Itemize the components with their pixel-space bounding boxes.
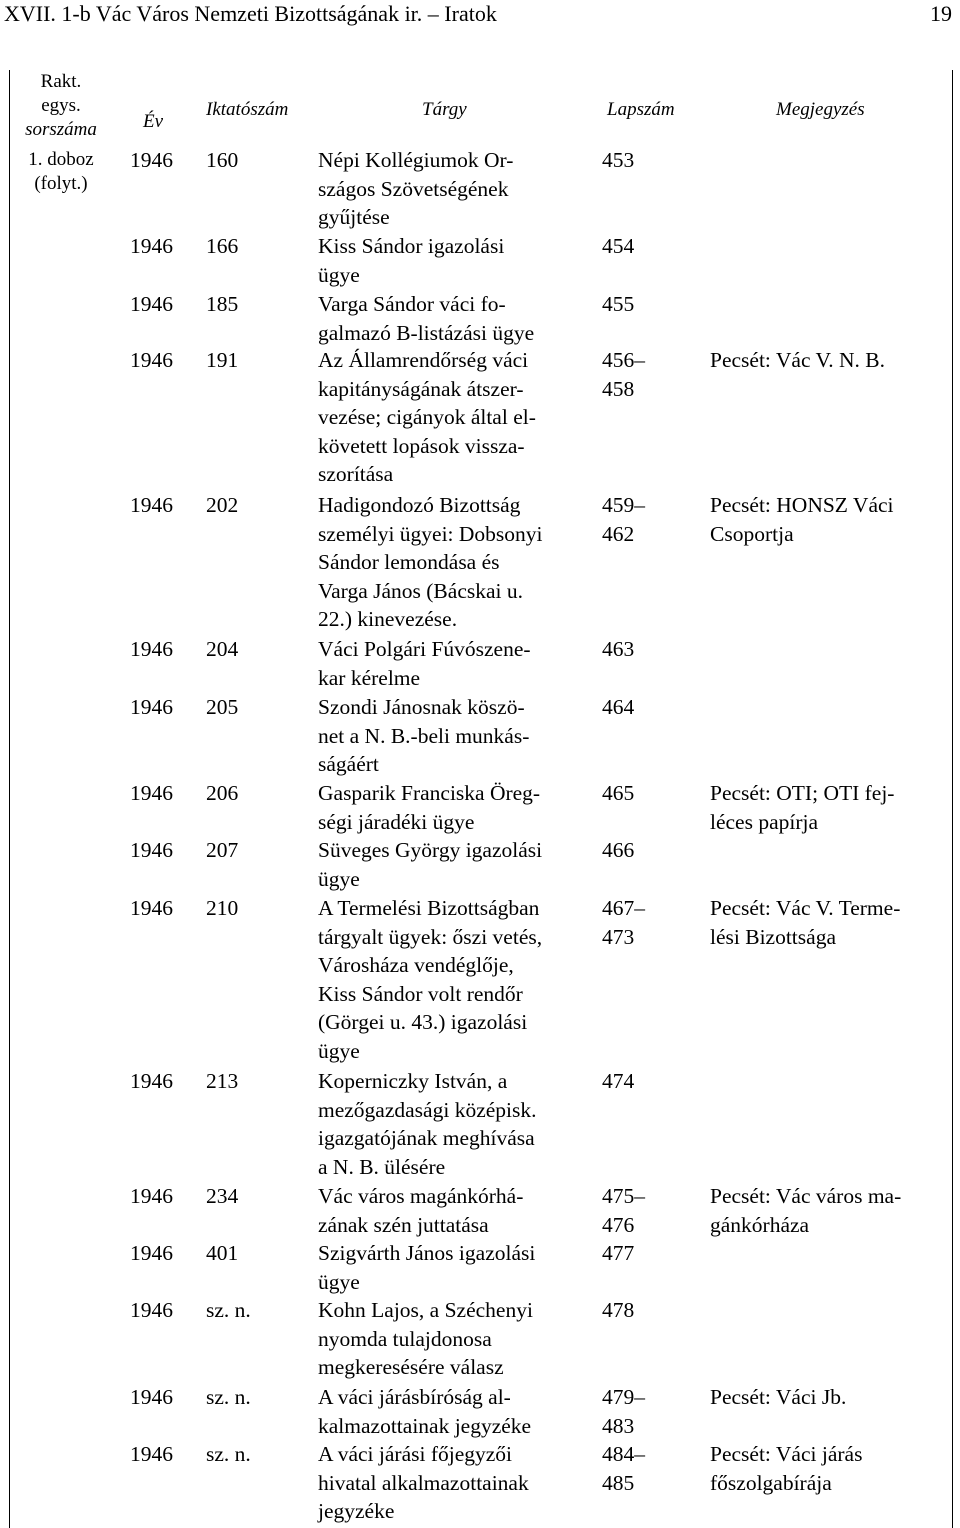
cell-year: 1946 <box>130 1298 173 1322</box>
cell-targy <box>318 146 513 232</box>
cell-targy-line: mezőgazdasági középisk. <box>318 1097 537 1122</box>
cell-targy-line: (Görgei u. 43.) igazolási <box>318 1010 528 1035</box>
cell-megjegyzes-line: Pecsét: Váci Jb. <box>710 1385 847 1409</box>
cell-targy-line: Szondi Jánosnak köszö- <box>318 695 525 719</box>
cell-iktatoszam: 213 <box>206 1069 239 1093</box>
table-border-left <box>9 70 10 1528</box>
cell-targy-line: Varga János (Bácskai u. <box>318 578 523 603</box>
cell-targy-line: kar kérelme <box>318 665 421 690</box>
cell-lapszam <box>602 232 634 261</box>
cell-lapszam-line: 485 <box>602 1470 635 1495</box>
cell-year: 1946 <box>130 1385 173 1409</box>
cell-targy <box>318 836 542 893</box>
cell-iktatoszam: 191 <box>206 348 239 372</box>
cell-targy-line: hivatal alkalmazottainak <box>318 1470 529 1495</box>
cell-targy-line: Városháza vendéglője, <box>318 953 514 978</box>
cell-iktatoszam: sz. n. <box>206 1298 251 1322</box>
cell-megjegyzes-line: Csoportja <box>710 521 794 546</box>
cell-lapszam-line: 479– <box>602 1385 645 1409</box>
cell-lapszam-line: 475– <box>602 1184 645 1208</box>
cell-lapszam <box>602 1067 634 1096</box>
cell-megjegyzes-line: léces papírja <box>710 809 819 834</box>
cell-targy <box>318 1383 531 1440</box>
cell-targy-line: Gasparik Franciska Öreg- <box>318 781 541 805</box>
cell-lapszam <box>602 1440 645 1497</box>
cell-iktatoszam: 185 <box>206 292 239 316</box>
cell-targy-line: Kohn Lajos, a Széchenyi <box>318 1298 533 1322</box>
cell-megjegyzes-line: Pecsét: Vác V. Terme- <box>710 896 901 920</box>
cell-targy <box>318 1182 523 1239</box>
cell-iktatoszam: sz. n. <box>206 1385 251 1409</box>
cell-lapszam-line: 456– <box>602 348 645 372</box>
cell-iktatoszam: 166 <box>206 234 239 258</box>
cell-lapszam <box>602 290 634 319</box>
cell-lapszam-line: 464 <box>602 695 635 719</box>
cell-megjegyzes-line: Pecsét: OTI; OTI fej- <box>710 781 895 805</box>
cell-lapszam-line: 454 <box>602 234 635 258</box>
cell-year: 1946 <box>130 1241 173 1265</box>
cell-iktatoszam: sz. n. <box>206 1442 251 1466</box>
cell-lapszam <box>602 779 634 808</box>
cell-targy <box>318 1239 535 1296</box>
cell-targy-line: igazgatójának meghívása <box>318 1126 535 1151</box>
cell-megjegyzes-line: gánkórháza <box>710 1212 810 1237</box>
cell-megjegyzes-line: Pecsét: Váci járás <box>710 1442 863 1466</box>
cell-lapszam-line: 455 <box>602 292 635 316</box>
cell-targy-line: Vác város magánkórhá- <box>318 1184 524 1208</box>
cell-iktatoszam: 160 <box>206 148 239 172</box>
cell-lapszam-line: 465 <box>602 781 635 805</box>
cell-targy <box>318 894 542 1066</box>
cell-targy-line: ügye <box>318 262 360 287</box>
cell-targy-line: Az Államrendőrség váci <box>318 348 529 372</box>
cell-lapszam-line: 473 <box>602 924 635 949</box>
cell-iktatoszam: 401 <box>206 1241 239 1265</box>
cell-lapszam <box>602 146 634 175</box>
cell-targy-line: kapitányságának átszer- <box>318 376 524 401</box>
cell-targy-line: Süveges György igazolási <box>318 838 543 862</box>
cell-lapszam-line: 474 <box>602 1069 635 1093</box>
cell-targy-line: Kiss Sándor volt rendőr <box>318 981 523 1006</box>
cell-targy-line: ügye <box>318 1269 360 1294</box>
cell-year: 1946 <box>130 292 173 316</box>
cell-iktatoszam: 210 <box>206 896 239 920</box>
cell-targy-line: Váci Polgári Fúvószene- <box>318 637 531 661</box>
column-header-iktatoszam: Iktatószám <box>206 99 289 120</box>
cell-lapszam <box>602 1296 634 1325</box>
cell-year: 1946 <box>130 695 173 719</box>
column-header-ev: Év <box>143 111 164 132</box>
cell-lapszam-line: 459– <box>602 493 645 517</box>
cell-targy-line: gyűjtése <box>318 205 390 230</box>
cell-megjegyzes <box>710 491 894 548</box>
cell-iktatoszam: 234 <box>206 1184 239 1208</box>
cell-megjegyzes <box>710 894 900 951</box>
cell-targy-line: zának szén juttatása <box>318 1212 489 1237</box>
cell-lapszam <box>602 635 634 664</box>
column-header-lapszam: Lapszám <box>607 99 675 120</box>
cell-targy-line: nyomda tulajdonosa <box>318 1326 492 1351</box>
column-header-rakt-egys: Rakt. egys. sorszáma <box>25 71 97 140</box>
cell-year: 1946 <box>130 1069 173 1093</box>
cell-lapszam <box>602 693 634 722</box>
cell-targy <box>318 635 531 692</box>
cell-year: 1946 <box>130 1442 173 1466</box>
cell-lapszam-line: 463 <box>602 637 635 661</box>
running-header <box>4 0 952 30</box>
cell-targy-line: Szigvárth János igazolási <box>318 1241 536 1265</box>
box-label: 1. doboz (folyt.) <box>28 149 94 194</box>
cell-targy <box>318 346 536 489</box>
cell-targy <box>318 232 504 289</box>
cell-targy-line: Koperniczky István, a <box>318 1069 508 1093</box>
cell-lapszam-line: 458 <box>602 376 635 401</box>
cell-targy-line: Kiss Sándor igazolási <box>318 234 505 258</box>
cell-lapszam-line: 477 <box>602 1241 635 1265</box>
cell-targy-line: ügye <box>318 866 360 891</box>
cell-megjegyzes <box>710 346 885 375</box>
cell-lapszam <box>602 1383 645 1440</box>
cell-year: 1946 <box>130 234 173 258</box>
cell-lapszam <box>602 836 634 865</box>
cell-targy-line: jegyzéke <box>318 1499 395 1524</box>
cell-year: 1946 <box>130 637 173 661</box>
cell-targy <box>318 290 534 347</box>
cell-targy <box>318 779 540 836</box>
cell-targy-line: a N. B. ülésére <box>318 1154 446 1179</box>
cell-targy <box>318 1067 537 1181</box>
cell-megjegyzes <box>710 779 894 836</box>
cell-targy-line: szágos Szövetségének <box>318 176 509 201</box>
cell-targy-line: megkeresésére válasz <box>318 1355 504 1380</box>
cell-lapszam <box>602 894 645 951</box>
cell-year: 1946 <box>130 838 173 862</box>
cell-megjegyzes-line: lési Bizottsága <box>710 924 836 949</box>
column-header-targy: Tárgy <box>422 99 467 120</box>
cell-megjegyzes <box>710 1440 862 1497</box>
cell-megjegyzes-line: Pecsét: HONSZ Váci <box>710 493 894 517</box>
cell-lapszam-line: 484– <box>602 1442 645 1466</box>
cell-iktatoszam: 204 <box>206 637 239 661</box>
cell-megjegyzes-line: Pecsét: Vác V. N. B. <box>710 348 885 372</box>
cell-year: 1946 <box>130 348 173 372</box>
cell-targy-line: Népi Kollégiumok Or- <box>318 148 514 172</box>
cell-targy-line: követett lopások vissza- <box>318 433 525 458</box>
cell-targy-line: tárgyalt ügyek: őszi vetés, <box>318 924 543 949</box>
cell-targy-line: ügye <box>318 1038 360 1063</box>
cell-lapszam <box>602 491 645 548</box>
cell-targy-line: ságáért <box>318 752 379 777</box>
cell-targy-line: net a N. B.-beli munkás- <box>318 723 530 748</box>
cell-lapszam <box>602 1239 634 1268</box>
cell-year: 1946 <box>130 781 173 805</box>
cell-iktatoszam: 207 <box>206 838 239 862</box>
cell-targy-line: A váci járási főjegyzői <box>318 1442 513 1466</box>
cell-targy-line: Hadigondozó Bizottság <box>318 493 521 517</box>
cell-megjegyzes <box>710 1182 901 1239</box>
cell-lapszam-line: 467– <box>602 896 645 920</box>
cell-targy-line: galmazó B-listázási ügye <box>318 320 535 345</box>
cell-lapszam <box>602 1182 645 1239</box>
cell-lapszam-line: 476 <box>602 1212 635 1237</box>
cell-targy-line: Sándor lemondása és <box>318 550 500 575</box>
cell-targy <box>318 491 543 634</box>
cell-targy-line: A váci járásbíróság al- <box>318 1385 511 1409</box>
page-number: 19 <box>930 1 952 26</box>
cell-targy-line: szorítása <box>318 462 394 487</box>
cell-iktatoszam: 205 <box>206 695 239 719</box>
cell-targy <box>318 1440 529 1526</box>
cell-lapszam-line: 478 <box>602 1298 635 1322</box>
cell-year: 1946 <box>130 896 173 920</box>
cell-year: 1946 <box>130 148 173 172</box>
cell-targy <box>318 1296 533 1382</box>
cell-megjegyzes-line: Pecsét: Vác város ma- <box>710 1184 902 1208</box>
cell-year: 1946 <box>130 1184 173 1208</box>
cell-lapszam-line: 453 <box>602 148 635 172</box>
cell-targy-line: Varga Sándor váci fo- <box>318 292 506 316</box>
cell-iktatoszam: 206 <box>206 781 239 805</box>
cell-targy-line: kalmazottainak jegyzéke <box>318 1413 532 1438</box>
document-title: XVII. 1-b Vác Város Nemzeti Bizottságának ir. – Iratok <box>4 1 497 26</box>
cell-targy-line: A Termelési Bizottságban <box>318 896 540 920</box>
cell-lapszam-line: 466 <box>602 838 635 862</box>
cell-iktatoszam: 202 <box>206 493 239 517</box>
cell-targy-line: 22.) kinevezése. <box>318 607 458 632</box>
cell-targy-line: ségi járadéki ügye <box>318 809 475 834</box>
column-header-megjegyzes: Megjegyzés <box>776 99 865 120</box>
cell-lapszam <box>602 346 645 403</box>
cell-megjegyzes-line: főszolgabírája <box>710 1470 832 1495</box>
table-border-right <box>952 70 953 1528</box>
cell-targy <box>318 693 529 779</box>
cell-year: 1946 <box>130 493 173 517</box>
cell-lapszam-line: 483 <box>602 1413 635 1438</box>
cell-megjegyzes <box>710 1383 846 1412</box>
cell-targy-line: személyi ügyei: Dobsonyi <box>318 521 543 546</box>
cell-targy-line: vezése; cigányok által el- <box>318 405 536 430</box>
cell-lapszam-line: 462 <box>602 521 635 546</box>
